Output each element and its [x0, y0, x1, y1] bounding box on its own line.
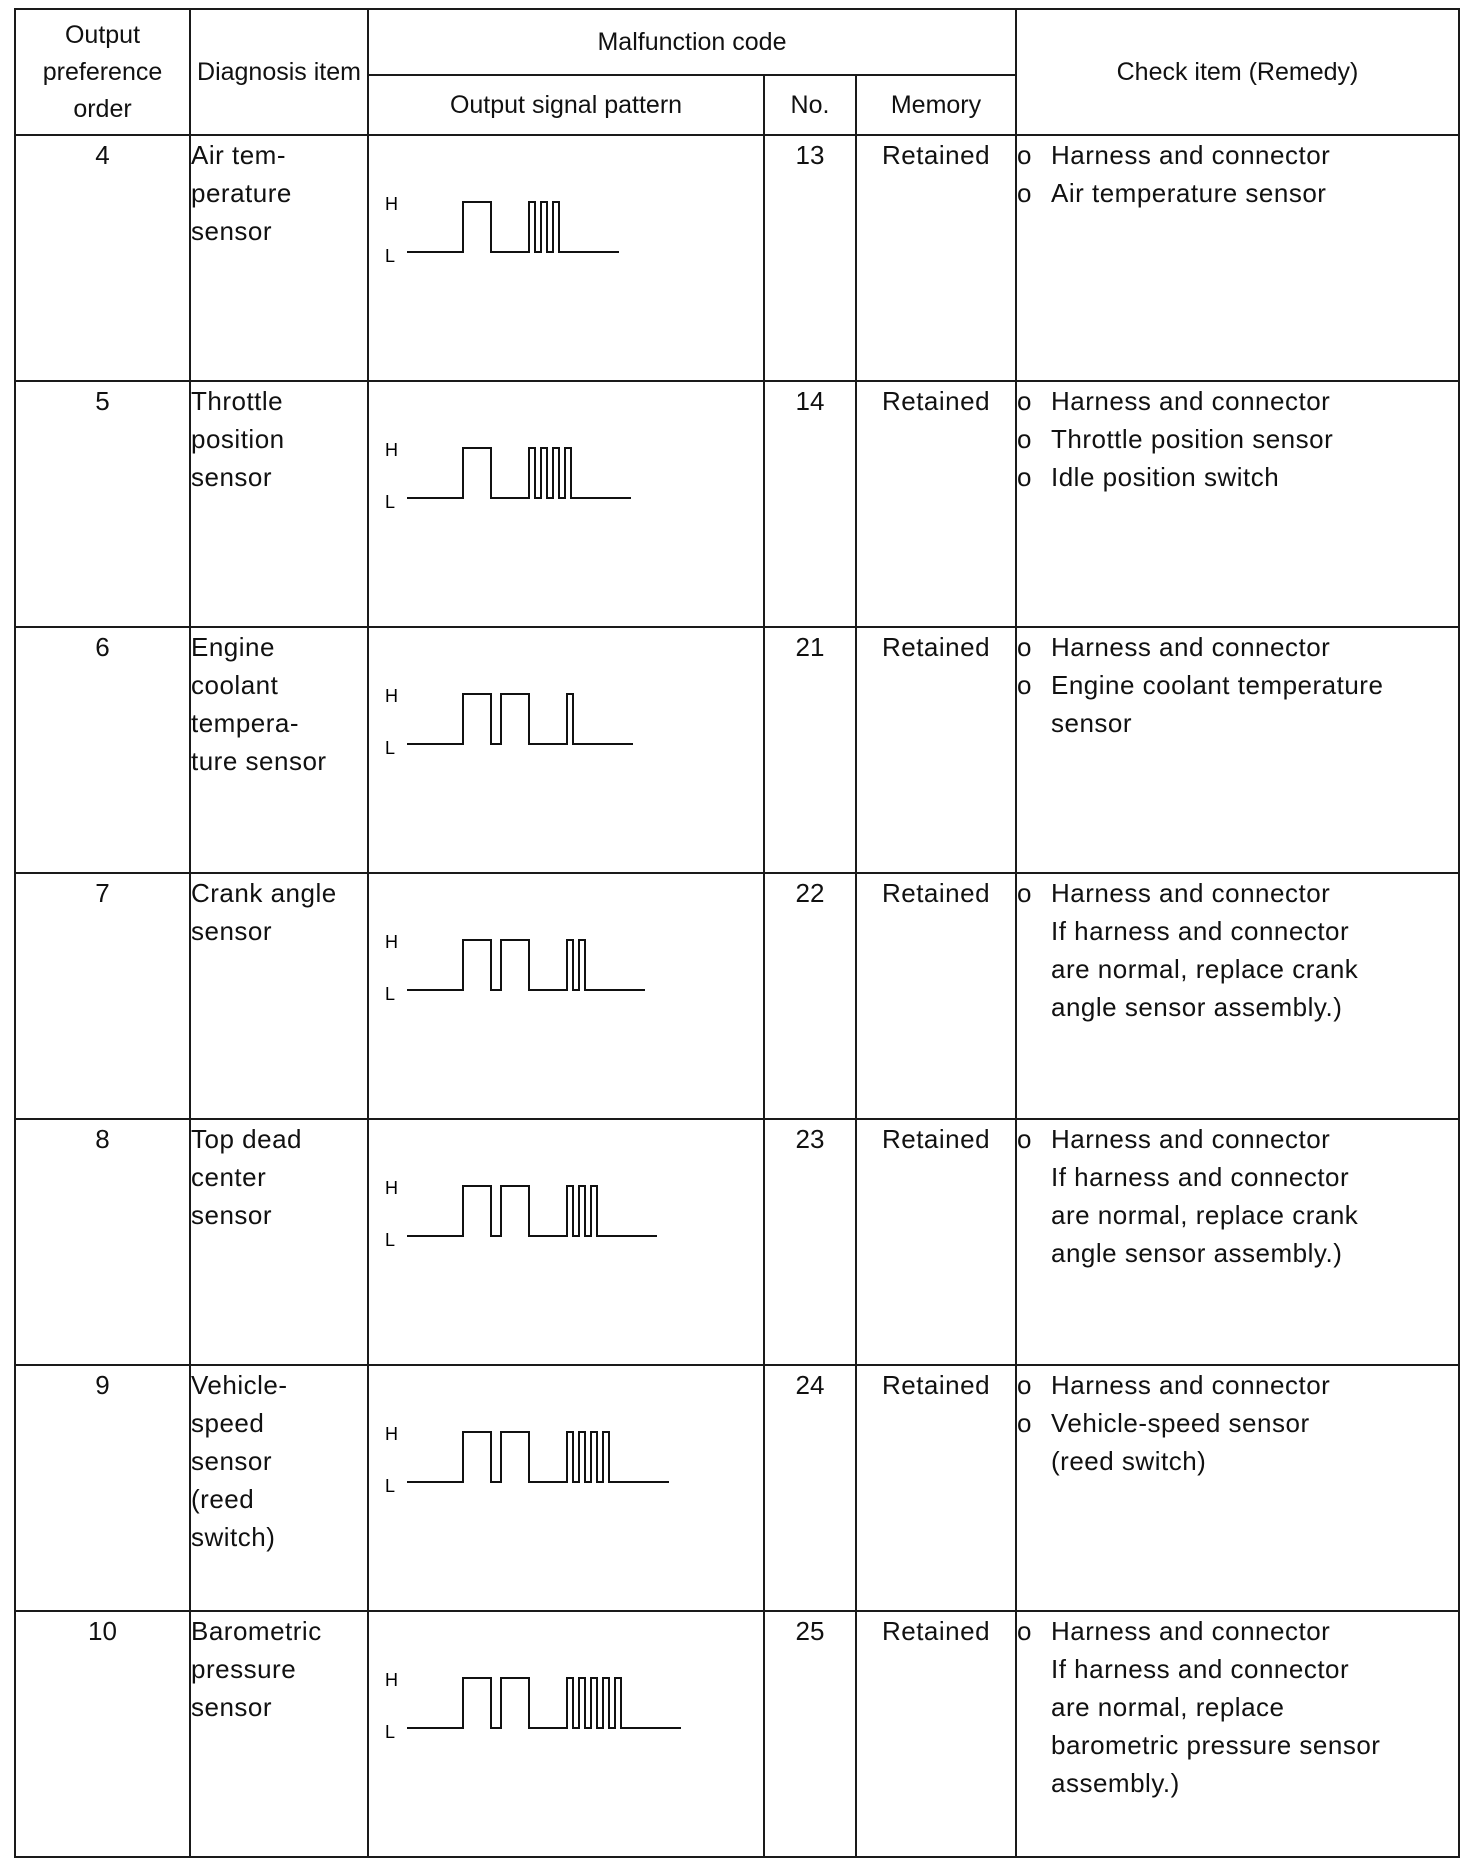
- code-number-cell: 13: [764, 135, 856, 381]
- bullet-marker: o: [1017, 178, 1032, 208]
- memory-cell: Retained: [856, 873, 1016, 1119]
- check-item-line: [1017, 458, 1458, 496]
- bullet-marker: o: [1017, 140, 1032, 170]
- check-item-text: (reed switch): [1051, 1446, 1207, 1476]
- check-item-line: [1017, 136, 1458, 174]
- check-item-text: Harness and connector: [1051, 1370, 1331, 1400]
- signal-line: [407, 1432, 669, 1482]
- high-level-label: H: [385, 932, 398, 952]
- diagnosis-item-line: sensor: [191, 216, 273, 246]
- header-no: No.: [764, 75, 856, 135]
- code-number-cell: 21: [764, 627, 856, 873]
- diagnosis-item-line: Air tem-: [191, 140, 286, 170]
- check-item-line: [1017, 1726, 1458, 1764]
- diagnosis-item-line: sensor: [191, 1200, 273, 1230]
- check-item-text: Harness and connector: [1051, 386, 1331, 416]
- diagnosis-item-line: sensor: [191, 462, 273, 492]
- check-item-line: [1017, 912, 1458, 950]
- code-number-cell: 24: [764, 1365, 856, 1611]
- diagnosis-item-line: switch): [191, 1522, 276, 1552]
- check-item-line: [1017, 1688, 1458, 1726]
- diagnosis-item-line: sensor: [191, 916, 273, 946]
- output-order-cell: 5: [15, 381, 190, 627]
- diagnosis-item-cell: [190, 873, 368, 1119]
- signal-waveform: [383, 1662, 723, 1752]
- code-number-cell: 22: [764, 873, 856, 1119]
- diagnosis-item-line: sensor: [191, 1692, 273, 1722]
- diagnosis-item-line: perature: [191, 178, 292, 208]
- signal-waveform: [383, 924, 723, 1014]
- signal-pattern-cell: [368, 1365, 764, 1611]
- signal-line: [407, 1186, 657, 1236]
- check-item-cell: [1016, 873, 1459, 1119]
- diagnosis-item-line: sensor: [191, 1446, 273, 1476]
- header-malfunction-code: Malfunction code: [368, 9, 1016, 75]
- signal-pattern-cell: [368, 873, 764, 1119]
- bullet-marker: o: [1017, 462, 1032, 492]
- check-item-line: [1017, 666, 1458, 704]
- diagnosis-item-line: speed: [191, 1408, 265, 1438]
- code-number-cell: 14: [764, 381, 856, 627]
- output-order-cell: 10: [15, 1611, 190, 1857]
- bullet-marker: o: [1017, 1616, 1032, 1646]
- check-item-text: sensor: [1051, 708, 1133, 738]
- table-row: [15, 135, 1459, 381]
- diagnosis-item-line: center: [191, 1162, 267, 1192]
- check-item-line: [1017, 628, 1458, 666]
- memory-cell: Retained: [856, 1365, 1016, 1611]
- memory-cell: Retained: [856, 1611, 1016, 1857]
- signal-pattern-cell: [368, 1119, 764, 1365]
- header-signal-pattern: Output signal pattern: [368, 75, 764, 135]
- check-item-cell: [1016, 381, 1459, 627]
- high-level-label: H: [385, 194, 398, 214]
- signal-pattern-cell: [368, 627, 764, 873]
- high-level-label: H: [385, 1424, 398, 1444]
- diagnosis-item-line: ture sensor: [191, 746, 327, 776]
- check-item-cell: [1016, 627, 1459, 873]
- diagnosis-item-cell: [190, 135, 368, 381]
- high-level-label: H: [385, 440, 398, 460]
- check-item-text: barometric pressure sensor: [1051, 1730, 1381, 1760]
- table-row: [15, 873, 1459, 1119]
- memory-cell: Retained: [856, 135, 1016, 381]
- malfunction-code-table: [14, 8, 1460, 1858]
- diagnosis-item-line: pressure: [191, 1654, 297, 1684]
- signal-line: [407, 448, 631, 498]
- signal-waveform: [383, 1416, 723, 1506]
- header-check-item: Check item (Remedy): [1016, 9, 1459, 135]
- check-item-text: Idle position switch: [1051, 462, 1280, 492]
- check-item-line: [1017, 1612, 1458, 1650]
- low-level-label: L: [385, 984, 396, 1004]
- diagnosis-item-line: Throttle: [191, 386, 284, 416]
- signal-waveform: [383, 432, 723, 522]
- table-row: [15, 627, 1459, 873]
- check-item-text: angle sensor assembly.): [1051, 1238, 1343, 1268]
- table-row: [15, 1365, 1459, 1611]
- code-number-cell: 23: [764, 1119, 856, 1365]
- table-body: [15, 135, 1459, 1857]
- low-level-label: L: [385, 1476, 396, 1496]
- signal-pattern-cell: [368, 381, 764, 627]
- high-level-label: H: [385, 1178, 398, 1198]
- check-item-line: [1017, 704, 1458, 742]
- table-row: [15, 381, 1459, 627]
- bullet-marker: o: [1017, 424, 1032, 454]
- check-item-cell: [1016, 1119, 1459, 1365]
- check-item-line: [1017, 1764, 1458, 1802]
- diagnosis-item-cell: [190, 1365, 368, 1611]
- check-item-cell: [1016, 1611, 1459, 1857]
- check-item-text: are normal, replace crank: [1051, 954, 1359, 984]
- bullet-marker: o: [1017, 1124, 1032, 1154]
- check-item-text: Harness and connector: [1051, 140, 1331, 170]
- low-level-label: L: [385, 1230, 396, 1250]
- check-item-text: Harness and connector: [1051, 878, 1331, 908]
- output-order-cell: 6: [15, 627, 190, 873]
- signal-pattern-cell: [368, 135, 764, 381]
- check-item-line: [1017, 1234, 1458, 1272]
- diagnosis-item-cell: [190, 627, 368, 873]
- table-row: [15, 1611, 1459, 1857]
- output-order-cell: 9: [15, 1365, 190, 1611]
- check-item-line: [1017, 950, 1458, 988]
- memory-cell: Retained: [856, 627, 1016, 873]
- diagnosis-item-line: position: [191, 424, 285, 454]
- diagnosis-item-cell: [190, 1119, 368, 1365]
- signal-line: [407, 202, 619, 252]
- check-item-line: [1017, 1404, 1458, 1442]
- check-item-cell: [1016, 135, 1459, 381]
- bullet-marker: o: [1017, 1408, 1032, 1438]
- check-item-text: Throttle position sensor: [1051, 424, 1334, 454]
- output-order-cell: 7: [15, 873, 190, 1119]
- signal-waveform: [383, 678, 723, 768]
- signal-line: [407, 694, 633, 744]
- signal-line: [407, 940, 645, 990]
- diagnosis-item-line: Crank angle: [191, 878, 337, 908]
- header-diagnosis-item: Diagnosis item: [190, 9, 368, 135]
- check-item-text: are normal, replace: [1051, 1692, 1285, 1722]
- check-item-text: If harness and connector: [1051, 1162, 1350, 1192]
- check-item-cell: [1016, 1365, 1459, 1611]
- check-item-line: [1017, 174, 1458, 212]
- output-order-cell: 8: [15, 1119, 190, 1365]
- high-level-label: H: [385, 1670, 398, 1690]
- check-item-text: Harness and connector: [1051, 1124, 1331, 1154]
- diagnosis-item-line: Barometric: [191, 1616, 322, 1646]
- check-item-line: [1017, 1650, 1458, 1688]
- check-item-line: [1017, 1120, 1458, 1158]
- diagnosis-item-line: coolant: [191, 670, 279, 700]
- check-item-text: are normal, replace crank: [1051, 1200, 1359, 1230]
- diagnosis-item-line: Engine: [191, 632, 275, 662]
- check-item-line: [1017, 420, 1458, 458]
- check-item-text: Engine coolant temperature: [1051, 670, 1384, 700]
- signal-pattern-cell: [368, 1611, 764, 1857]
- header-memory: Memory: [856, 75, 1016, 135]
- diagnosis-item-line: Top dead: [191, 1124, 302, 1154]
- code-number-cell: 25: [764, 1611, 856, 1857]
- check-item-line: [1017, 874, 1458, 912]
- bullet-marker: o: [1017, 386, 1032, 416]
- output-order-cell: 4: [15, 135, 190, 381]
- check-item-text: assembly.): [1051, 1768, 1180, 1798]
- bullet-marker: o: [1017, 1370, 1032, 1400]
- memory-cell: Retained: [856, 1119, 1016, 1365]
- check-item-text: angle sensor assembly.): [1051, 992, 1343, 1022]
- low-level-label: L: [385, 738, 396, 758]
- low-level-label: L: [385, 1722, 396, 1742]
- low-level-label: L: [385, 492, 396, 512]
- check-item-line: [1017, 1366, 1458, 1404]
- bullet-marker: o: [1017, 670, 1032, 700]
- check-item-line: [1017, 1196, 1458, 1234]
- diagnosis-item-cell: [190, 381, 368, 627]
- low-level-label: L: [385, 246, 396, 266]
- check-item-text: If harness and connector: [1051, 1654, 1350, 1684]
- check-item-text: If harness and connector: [1051, 916, 1350, 946]
- check-item-text: Vehicle-speed sensor: [1051, 1408, 1310, 1438]
- high-level-label: H: [385, 686, 398, 706]
- diagnosis-item-line: Vehicle-: [191, 1370, 288, 1400]
- check-item-line: [1017, 988, 1458, 1026]
- check-item-text: Air temperature sensor: [1051, 178, 1327, 208]
- diagnosis-item-line: (reed: [191, 1484, 255, 1514]
- signal-waveform: [383, 186, 723, 276]
- bullet-marker: o: [1017, 632, 1032, 662]
- check-item-line: [1017, 382, 1458, 420]
- diagnosis-item-line: tempera-: [191, 708, 300, 738]
- signal-line: [407, 1678, 681, 1728]
- signal-waveform: [383, 1170, 723, 1260]
- diagnosis-item-cell: [190, 1611, 368, 1857]
- check-item-text: Harness and connector: [1051, 1616, 1331, 1646]
- memory-cell: Retained: [856, 381, 1016, 627]
- bullet-marker: o: [1017, 878, 1032, 908]
- table-row: [15, 1119, 1459, 1365]
- check-item-line: [1017, 1442, 1458, 1480]
- check-item-text: Harness and connector: [1051, 632, 1331, 662]
- header-output-order: Output preference order: [15, 9, 190, 135]
- check-item-line: [1017, 1158, 1458, 1196]
